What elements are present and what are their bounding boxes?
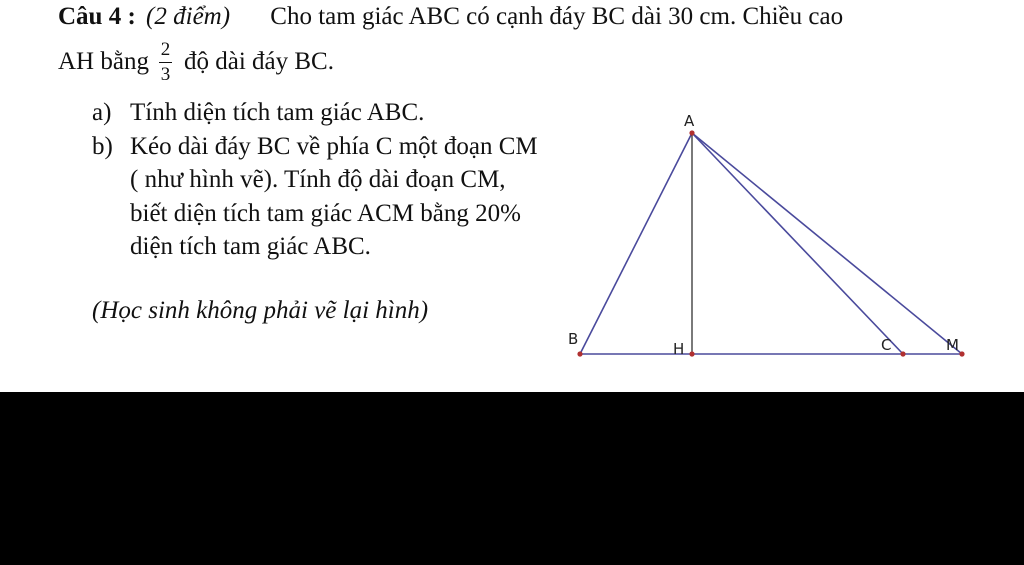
label-a: A xyxy=(684,112,695,130)
point-c xyxy=(900,351,905,356)
problem-points: (2 điểm) xyxy=(146,3,231,30)
question-mark: a) xyxy=(92,99,112,126)
problem-label: Câu 4 : xyxy=(58,3,136,30)
segment-ac xyxy=(692,133,903,354)
black-area xyxy=(0,392,1024,565)
point-a xyxy=(689,130,694,135)
point-m xyxy=(959,351,964,356)
segment-am xyxy=(692,133,962,354)
question-text: Kéo dài đáy BC về phía C một đoạn CM ( như hình vẽ). Tính độ dài đoạn CM, biết diện tích tam giác ACM bằng 20% diện tích tam giác ABC. xyxy=(130,132,538,260)
label-m: M xyxy=(946,336,959,354)
statement-before-fraction: AH bằng xyxy=(58,48,149,75)
question-text: Tính diện tích tam giác ABC. xyxy=(130,99,425,126)
fraction-numerator: 2 xyxy=(160,38,171,60)
segment-ab xyxy=(580,133,692,354)
label-h: H xyxy=(673,340,685,358)
label-c: C xyxy=(881,336,892,354)
question-mark: b) xyxy=(92,132,113,160)
point-h xyxy=(689,351,694,356)
problem-statement-line1: Cho tam giác ABC có cạnh đáy BC dài 30 cm. Chiều cao xyxy=(270,3,844,30)
fraction-denominator: 3 xyxy=(160,63,171,85)
label-b: B xyxy=(568,330,579,348)
statement-after-fraction: độ dài đáy BC. xyxy=(183,48,334,75)
figure-lines xyxy=(580,133,962,354)
point-b xyxy=(577,351,582,356)
note: (Học sinh không phải vẽ lại hình) xyxy=(92,297,429,324)
